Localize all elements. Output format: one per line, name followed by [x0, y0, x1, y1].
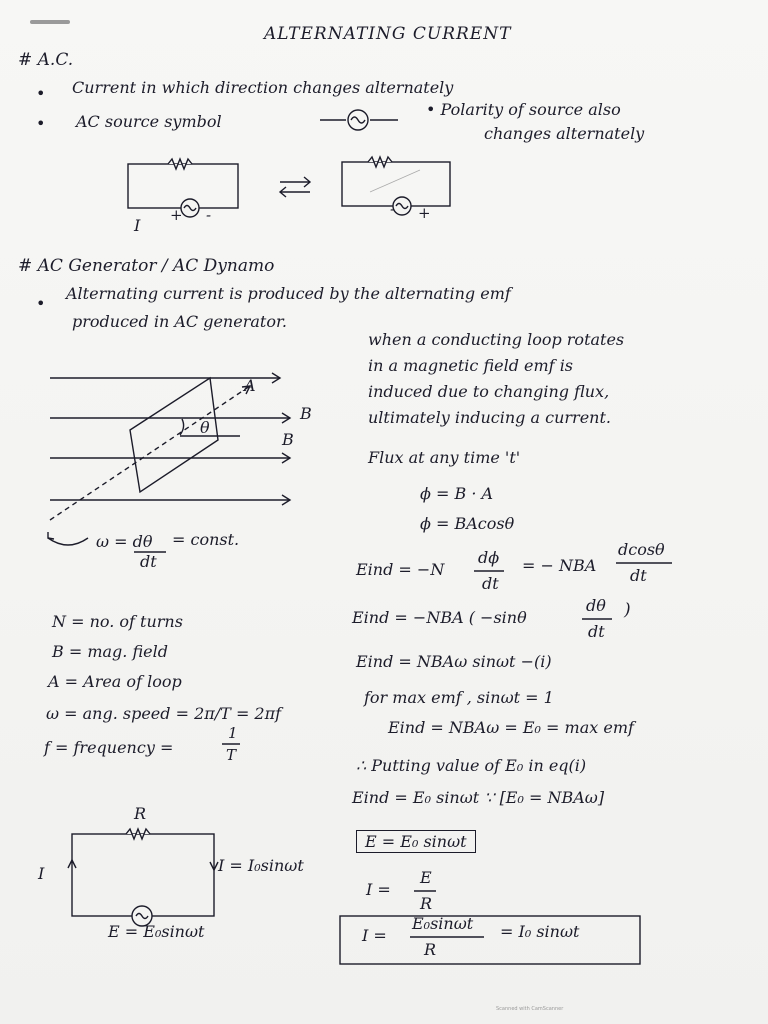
fraction-bar	[582, 617, 616, 621]
emf-chain-rule: Eind = −NBA ( −sinθ	[352, 608, 527, 627]
fraction-bar	[410, 935, 488, 939]
field-vector-label-1: B	[300, 404, 312, 423]
ac-circuit-diagrams	[120, 150, 470, 240]
bullet-ac-symbol: AC source symbol	[76, 112, 222, 131]
plus-sign-right: +	[418, 204, 431, 222]
heading-ac-generator: # AC Generator / AC Dynamo	[18, 256, 275, 276]
explanation-line1: when a conducting loop rotates	[368, 330, 625, 349]
legend-frequency: f = frequency =	[44, 738, 174, 757]
current-eq-left: I =	[366, 880, 391, 899]
bullet-dot: •	[36, 294, 46, 313]
fraction-bar	[414, 889, 440, 893]
circuit-current-left: I	[38, 864, 45, 883]
current-final-left: I =	[362, 926, 387, 945]
emf-derivative-num2: dcosθ	[618, 540, 665, 559]
emf-derivative-left: Eind = −N	[356, 560, 445, 579]
circuit-current-label: I	[134, 216, 141, 235]
legend-turns: N = no. of turns	[52, 612, 183, 631]
generator-description-line1: Alternating current is produced by the alternating emf	[66, 284, 511, 303]
ac-source-symbol-icon	[320, 108, 400, 132]
emf-derivative-den: dt	[482, 574, 499, 593]
ac-series-circuit	[60, 820, 230, 920]
circuit-emf-label: E = E₀sinωt	[108, 922, 205, 941]
emf-chain-den: dt	[588, 622, 605, 641]
emf-chain-num: dθ	[586, 596, 606, 615]
flux-cosine: ϕ = BAcosθ	[420, 514, 515, 533]
legend-angular-speed: ω = ang. speed = 2π/T = 2πf	[46, 704, 282, 723]
field-vector-label-2: B	[282, 430, 294, 449]
flux-dot-product: ϕ = B · A	[420, 484, 494, 503]
current-final-num: E₀sinωt	[412, 914, 474, 933]
putting-value: ∴ Putting value of E₀ in eq(i)	[356, 756, 587, 775]
legend-field: B = mag. field	[52, 642, 168, 661]
fraction-bar	[134, 550, 168, 554]
explanation-line2: in a magnetic field emf is	[368, 356, 574, 375]
bullet-dot: •	[36, 114, 46, 133]
fraction-bar	[474, 569, 508, 573]
legend-frequency-den: T	[226, 746, 237, 764]
circuit-current-right: I = I₀sinωt	[218, 856, 304, 875]
emf-derivative-num: dϕ	[478, 548, 500, 567]
emf-boxed: E = E₀ sinωt	[356, 830, 476, 853]
area-vector-label: A	[244, 376, 256, 395]
fraction-bar	[616, 561, 676, 565]
emf-induced-eq-i: Eind = NBAω sinωt −(i)	[356, 652, 552, 671]
polarity-note-line1: • Polarity of source also	[426, 100, 621, 119]
current-final-right: = I₀ sinωt	[500, 922, 580, 941]
emf-final: Eind = E₀ sinωt ∵ [E₀ = NBAω]	[352, 788, 605, 807]
minus-sign: -	[206, 206, 212, 224]
omega-constant: = const.	[172, 530, 240, 549]
current-eq-den: R	[420, 894, 433, 913]
page-title: ALTERNATING CURRENT	[264, 24, 512, 44]
rotation-arrow-icon	[44, 530, 94, 552]
current-final-den: R	[424, 940, 437, 959]
emf-derivative-mid: = − NBA	[522, 556, 597, 575]
minus-sign-right: -	[390, 200, 396, 218]
legend-frequency-num: 1	[228, 724, 238, 742]
heading-ac: # A.C.	[18, 50, 74, 70]
bullet-ac-definition: Current in which direction changes alternately	[72, 78, 454, 97]
explanation-line4: ultimately inducing a current.	[368, 408, 611, 427]
max-emf-value: Eind = NBAω = E₀ = max emf	[388, 718, 634, 737]
theta-label: θ	[200, 418, 210, 437]
plus-sign: +	[170, 206, 183, 224]
max-emf-condition: for max emf , sinωt = 1	[364, 688, 554, 707]
legend-area: A = Area of loop	[48, 672, 182, 691]
omega-denominator: dt	[140, 552, 157, 571]
emf-derivative-den2: dt	[630, 566, 647, 585]
generator-description-line2: produced in AC generator.	[72, 312, 287, 331]
emf-chain-close: )	[624, 600, 631, 620]
rotating-loop-figure	[40, 360, 340, 530]
scan-edge-mark	[30, 20, 70, 24]
bullet-dot: •	[36, 84, 46, 103]
current-eq-num: E	[420, 868, 432, 887]
scanner-watermark: Scanned with CamScanner	[496, 1006, 564, 1012]
omega-equation: ω = dθ	[96, 532, 153, 551]
resistor-label: R	[134, 804, 147, 823]
explanation-line3: induced due to changing flux,	[368, 382, 610, 401]
polarity-note-line2: changes alternately	[484, 124, 645, 143]
flux-at-time: Flux at any time 't'	[368, 448, 521, 467]
